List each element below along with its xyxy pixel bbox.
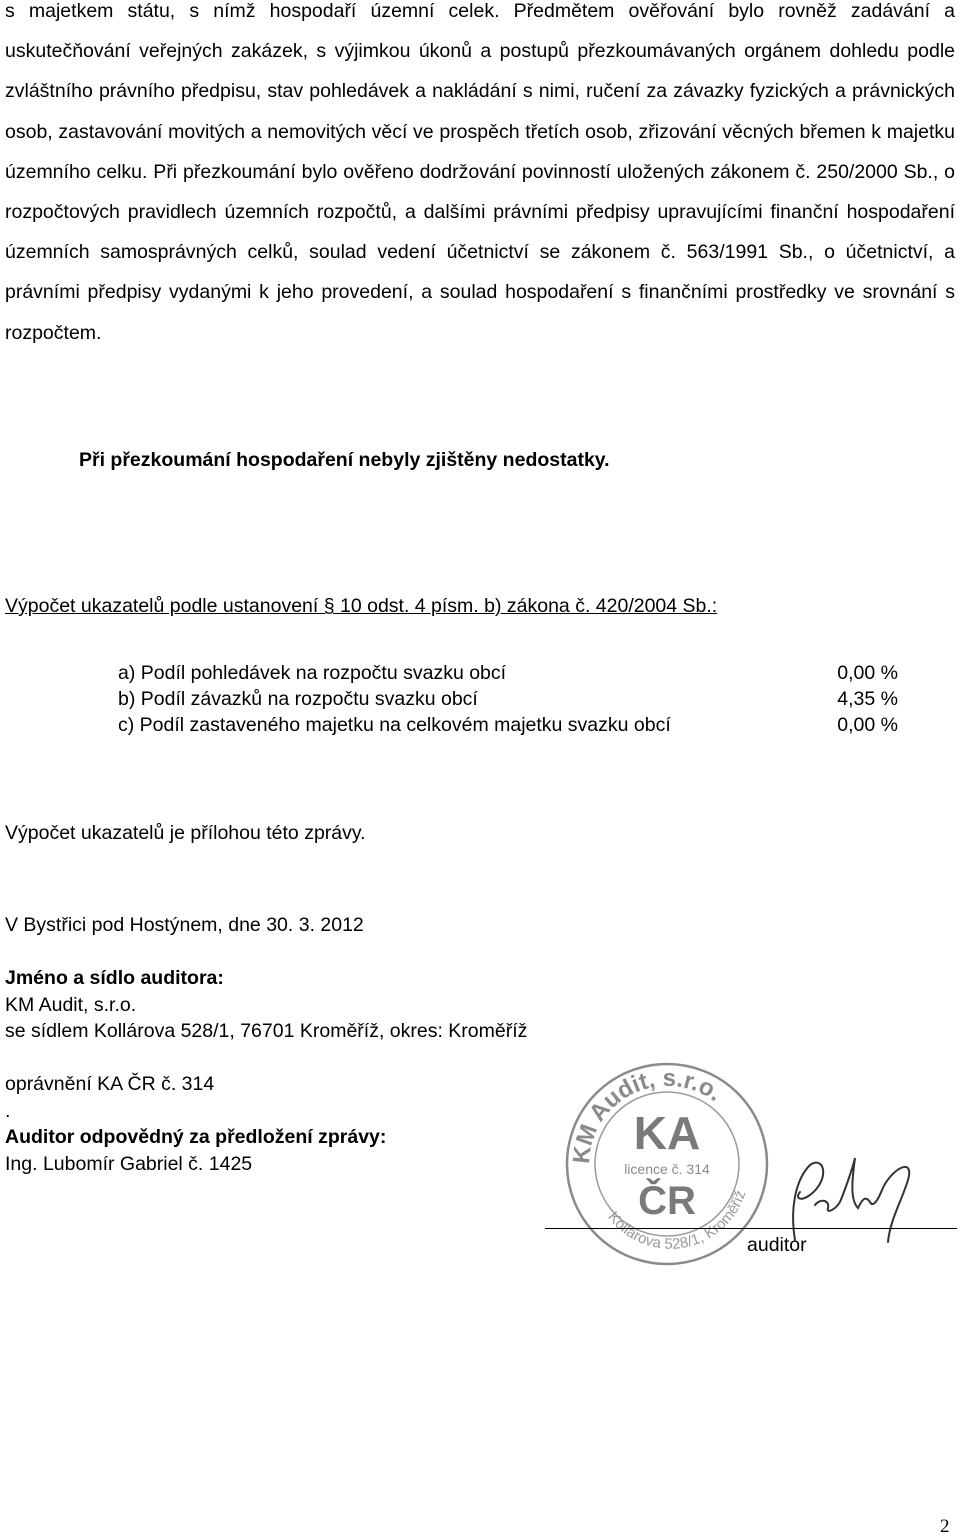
- indicator-label: a) Podíl pohledávek na rozpočtu svazku obcí: [118, 662, 507, 684]
- separator-dot: .: [5, 1100, 11, 1122]
- indicator-row-a: [118, 662, 898, 688]
- page-number: 2: [940, 1516, 950, 1537]
- indicator-value: 0,00 %: [837, 662, 898, 684]
- responsible-auditor-heading: Auditor odpovědný za předložení zprávy:: [5, 1126, 387, 1148]
- indicator-label: c) Podíl zastaveného majetku na celkovém majetku svazku obcí: [118, 714, 671, 736]
- signature-line: [545, 1228, 957, 1229]
- stamp-top-text: KM Audit, s.r.o.: [567, 1064, 728, 1165]
- indicator-row-b: [118, 688, 898, 714]
- indicators-heading: Výpočet ukazatelů podle ustanovení § 10 odst. 4 písm. b) zákona č. 420/2004 Sb.:: [5, 595, 718, 617]
- auditor-company: KM Audit, s.r.o.: [5, 994, 137, 1016]
- signature-label: auditor: [747, 1234, 807, 1256]
- stamp-cr: ČR: [638, 1179, 696, 1223]
- indicator-value: 4,35 %: [837, 688, 898, 710]
- stamp-bottom-text: Kollárova 528/1, Kroměříž: [604, 1188, 750, 1253]
- indicator-row-c: [118, 714, 898, 740]
- auditor-heading: Jméno a sídlo auditora:: [5, 967, 224, 989]
- auditor-signature: [740, 1150, 955, 1245]
- auditor-license: oprávnění KA ČR č. 314: [5, 1073, 215, 1095]
- attachment-note: Výpočet ukazatelů je přílohou této zprávy.: [5, 822, 366, 844]
- responsible-auditor-name: Ing. Lubomír Gabriel č. 1425: [5, 1153, 253, 1175]
- indicator-label: b) Podíl závazků na rozpočtu svazku obcí: [118, 688, 478, 710]
- conclusion-text: Při přezkoumání hospodaření nebyly zjištěny nedostatky.: [79, 449, 610, 471]
- indicator-value: 0,00 %: [837, 714, 898, 736]
- stamp-ka: KA: [633, 1107, 701, 1159]
- stamp-licence: licence č. 314: [624, 1161, 710, 1177]
- intro-paragraph: s majetkem státu, s nímž hospodaří územní celek. Předmětem ověřování bylo rovněž zadávání a uskutečňování veřejných zakázek, s výjimkou úkonů a postupů přezkoumávaných orgánem dohledu podle zvláštního právního předpisu, stav pohledávek a nakládání s nimi, ručení za závazky fyzických a právnických osob, zastavování movitých a nemovitých věcí ve prospěch třetích osob, zřizování věcných břemen k majetku územního celku. Při přezkoumání bylo ověřeno dodržování povinností uložených zákonem č. 250/2000 Sb., o rozpočtových pravidlech územních rozpočtů, a dalšími právními předpisy upravujícími finanční hospodaření územních samosprávných celků, soulad vedení účetnictví se zákonem č. 563/1991 Sb., o účetnictví, a právními předpisy vydanými k jeho provedení, a soulad hospodaření s finančními prostředky ve srovnání s rozpočtem.: [5, 0, 955, 344]
- place-date: V Bystřici pod Hostýnem, dne 30. 3. 2012: [5, 914, 364, 936]
- auditor-address: se sídlem Kollárova 528/1, 76701 Kroměříž, okres: Kroměříž: [5, 1020, 528, 1042]
